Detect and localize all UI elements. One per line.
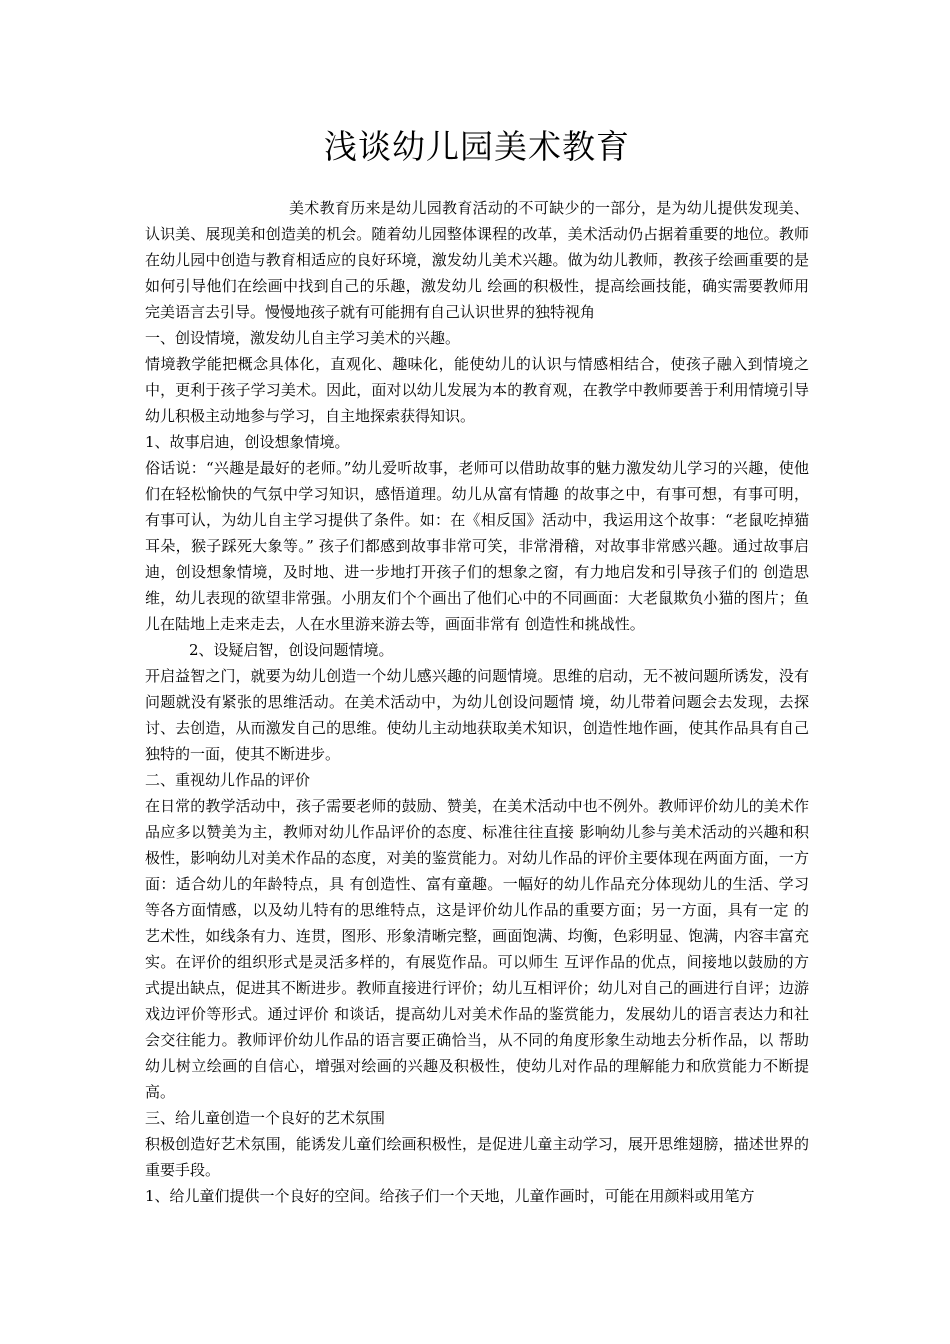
section-heading-1: 一、创设情境，激发幼儿自主学习美术的兴趣。 — [145, 329, 461, 347]
body-paragraph: 在日常的教学活动中，孩子需要老师的鼓励、赞美，在美术活动中也不例外。教师评价幼儿的美术作品应多以赞美为主，教师对幼儿作品评价的态度、标准往往直接 影响幼儿参与美术活动的兴趣和积极性，影响幼儿对美术作品的态度，对美的鉴赏能力。对幼儿作品的评价主要体现在两面方面，一方面：适合幼儿的年龄特点，具 有创造性、富有童趣。一幅好的幼儿作品充分体现幼儿的生活、学习等各方面情感，以及幼儿特有的思维特点，这是评价幼儿作品的重要方面；另一方面，具有一定 的艺术性，如线条有力、连贯，图形、形象清晰完整，画面饱满、均衡，色彩明显、饱满，内容丰富充实。在评价的组织形式是灵活多样的，有展览作品。可以师生 互评作品的优点，间接地以鼓励的方式提出缺点，促进其不断进步。教师直接进行评价；幼儿互相评价；幼儿对自己的画进行自评；边游戏边评价等形式。通过评价 和谈话，提高幼儿对美术作品的鉴赏能力，发展幼儿的语言表达力和社会交往能力。教师评价幼儿作品的语言要正确恰当，从不同的角度形象生动地去分析作品，以 帮助幼儿树立绘画的自信心，增强对绘画的兴趣及积极性，使幼儿对作品的理解能力和欣赏能力不断提高。 — [145, 797, 809, 1101]
body-paragraph: 开启益智之门，就要为幼儿创造一个幼儿感兴趣的问题情境。思维的启动，无不被问题所诱发，没有问题就没有紧张的思维活动。在美术活动中，为幼儿创设问题情 境，幼儿带着问题会去发现，去探讨、去创造，从而激发自己的思维。使幼儿主动地获取美术知识，创造性地作画，使其作品具有自己独特的一面，使其不断进步。 — [145, 667, 809, 763]
subsection-heading-1-1: 1、故事启迪，创设想象情境。 — [145, 433, 350, 451]
body-paragraph: 情境教学能把概念具体化，直观化、趣味化，能使幼儿的认识与情感相结合，使孩子融入到情境之中，更利于孩子学习美术。因此，面对以幼儿发展为本的教育观，在教学中教师要善于利用情境引导幼儿积极主动地参与学习，自主地探索获得知识。 — [145, 355, 809, 425]
document-title: 浅谈幼儿园美术教育 — [324, 127, 630, 166]
subsection-heading-1-2: 2、设疑启智，创设问题情境。 — [189, 641, 394, 659]
section-heading-3: 三、给儿童创造一个良好的艺术氛围 — [145, 1109, 386, 1127]
section-heading-2: 二、重视幼儿作品的评价 — [145, 771, 311, 789]
document-page — [145, 125, 809, 1209]
body-paragraph: 俗话说：“兴趣是最好的老师。”幼儿爱听故事，老师可以借助故事的魅力激发幼儿学习的兴趣，使他们在轻松愉快的气氛中学习知识，感悟道理。幼儿从富有情趣 的故事之中，有事可想，有事可明，有事可认，为幼儿自主学习提供了条件。如：在《相反国》活动中，我运用这个故事：“老鼠吃掉猫耳朵，猴子踩死大象等。” 孩子们都感到故事非常可笑，非常滑稽，对故事非常感兴趣。通过故事启迪，创设想象情境，及时地、进一步地打开孩子们的想象之窗，有力地启发和引导孩子们的 创造思维，幼儿表现的欲望非常强。小朋友们个个画出了他们心中的不同画面：大老鼠欺负小猫的图片；鱼儿在陆地上走来走去，人在水里游来游去等，画面非常有 创造性和挑战性。 — [145, 459, 809, 633]
body-paragraph: 积极创造好艺术氛围，能诱发儿童们绘画积极性，是促进儿童主动学习，展开思维翅膀，描述世界的重要手段。 — [145, 1135, 809, 1179]
intro-paragraph: 美术教育历来是幼儿园教育活动的不可缺少的一部分，是为幼儿提供发现美、认识美、展现美和创造美的机会。随着幼儿园整体课程的改革，美术活动仍占据着重要的地位。教师在幼儿园中创造与教育相适应的良好环境，激发幼儿美术兴趣。做为幼儿教师，教孩子绘画重要的是如何引导他们在绘画中找到自己的乐趣，激发幼儿 绘画的积极性，提高绘画技能，确实需要教师用完美语言去引导。慢慢地孩子就有可能拥有自己认识世界的独特视角 — [145, 199, 809, 321]
body-paragraph: 1、给儿童们提供一个良好的空间。给孩子们一个天地，儿童作画时，可能在用颜料或用笔方 — [145, 1187, 755, 1205]
